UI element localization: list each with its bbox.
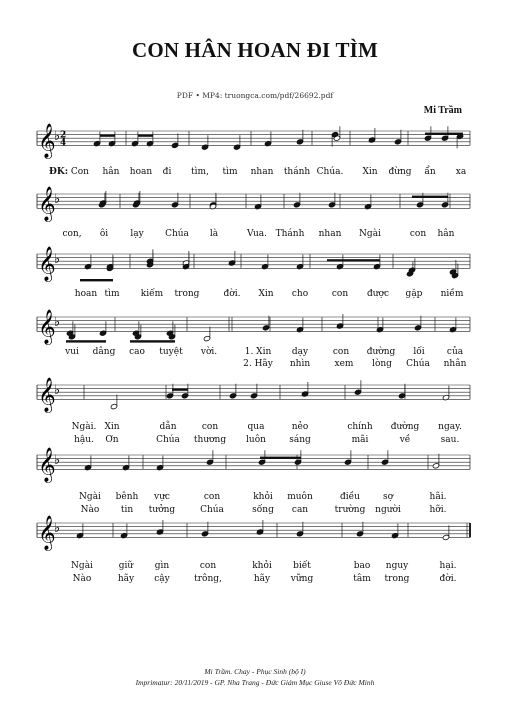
lyric-syllable: Chúa bbox=[406, 359, 430, 369]
lyric-syllable: nhan bbox=[250, 167, 274, 177]
time-signature-top: 2 bbox=[60, 130, 67, 141]
flat-sign-icon: ♭ bbox=[54, 453, 61, 469]
lyric-syllable: hãy bbox=[117, 574, 135, 584]
lyric-syllable: mãi bbox=[351, 435, 369, 445]
lyric-syllable: xa bbox=[455, 167, 467, 177]
lyric-syllable: hân bbox=[437, 229, 455, 239]
flat-sign-icon: ♭ bbox=[54, 252, 61, 268]
lyric-syllable: luôn bbox=[246, 435, 266, 445]
lyric-syllable: của bbox=[446, 347, 464, 357]
lyric-syllable: biết bbox=[293, 561, 311, 571]
treble-clef-icon: 𝄞 bbox=[38, 186, 56, 222]
lyric-syllable: muôn bbox=[287, 492, 313, 502]
lyric-syllable: vực bbox=[154, 492, 170, 502]
lyric-syllable: tuyệt bbox=[159, 347, 183, 357]
lyric-syllable: can bbox=[291, 505, 309, 515]
lyric-syllable: Ngài. bbox=[71, 422, 97, 432]
note-beam bbox=[138, 134, 153, 136]
lyric-syllable: nhan bbox=[318, 229, 342, 239]
treble-clef-icon: 𝄞 bbox=[38, 377, 56, 413]
lyric-syllable: nhân bbox=[443, 359, 467, 369]
treble-clef-icon: 𝄞 bbox=[38, 309, 56, 345]
lyric-syllable: Ơn bbox=[105, 435, 119, 445]
lyric-syllable: hại. bbox=[439, 561, 457, 571]
note-beam bbox=[425, 133, 463, 135]
lyric-syllable: trường bbox=[334, 505, 366, 515]
treble-clef-icon: 𝄞 bbox=[38, 246, 56, 282]
lyric-syllable: gặp bbox=[405, 289, 423, 299]
lyric-syllable: về bbox=[399, 435, 411, 445]
lyric-syllable: Chúa bbox=[156, 435, 180, 445]
lyric-syllable: điều bbox=[340, 492, 360, 502]
lyric-syllable: dạy bbox=[291, 347, 309, 357]
lyric-syllable: con bbox=[409, 229, 427, 239]
lyric-syllable: lòng bbox=[372, 359, 392, 369]
lyric-syllable: con bbox=[199, 561, 217, 571]
lyric-syllable: lạy bbox=[130, 229, 144, 239]
lyric-syllable: hãi. bbox=[429, 492, 447, 502]
lyric-syllable: thánh bbox=[283, 167, 311, 177]
lyric-syllable: hoan bbox=[129, 167, 153, 177]
time-signature-bottom: 4 bbox=[60, 138, 67, 149]
note-beam bbox=[412, 196, 448, 198]
lyric-syllable: Nào bbox=[72, 574, 92, 584]
lyric-syllable: đường bbox=[366, 347, 396, 357]
lyric-syllable: cho bbox=[291, 289, 309, 299]
lyric-syllable: hỡi. bbox=[429, 505, 447, 515]
flat-sign-icon: ♭ bbox=[54, 192, 61, 208]
flat-sign-icon: ♭ bbox=[54, 521, 61, 537]
lyric-syllable: tìm, bbox=[191, 167, 209, 177]
note-beam bbox=[80, 279, 113, 281]
lyric-syllable: hân bbox=[102, 167, 120, 177]
lyric-syllable: đừng bbox=[388, 167, 412, 177]
footer-credit: Mi Trầm. Chay - Phục Sinh (bộ I) bbox=[204, 667, 306, 676]
lyric-syllable: Chúa bbox=[165, 229, 189, 239]
lyric-syllable: sáng bbox=[289, 435, 311, 445]
lyric-syllable: nhìn bbox=[289, 359, 311, 369]
lyric-syllable: 2. Hãy bbox=[243, 359, 273, 369]
lyric-syllable: ẩn bbox=[424, 167, 436, 177]
lyric-syllable: vời. bbox=[200, 347, 218, 357]
lyric-syllable: trong bbox=[384, 574, 410, 584]
lyric-syllable: đi bbox=[162, 167, 172, 177]
note-beam bbox=[327, 259, 380, 261]
lyric-syllable: Ngài bbox=[71, 561, 93, 571]
note-beam bbox=[66, 340, 106, 342]
lyric-syllable: ôi bbox=[99, 229, 109, 239]
lyric-syllable: tìm bbox=[104, 289, 120, 299]
lyric-syllable: Chúa bbox=[200, 505, 224, 515]
lyric-syllable: bênh bbox=[115, 492, 139, 502]
lyric-syllable: gìn bbox=[154, 561, 170, 571]
note-beam bbox=[260, 457, 301, 459]
lyric-syllable: lối bbox=[413, 347, 425, 357]
lyric-syllable: niềm bbox=[440, 289, 464, 299]
lyric-syllable: con bbox=[331, 289, 349, 299]
lyric-syllable: ĐK: Con bbox=[49, 167, 89, 177]
lyric-syllable: dâng bbox=[92, 347, 116, 357]
lyric-syllable: 1. Xin bbox=[244, 347, 272, 357]
song-title: CON HÂN HOAN ĐI TÌM bbox=[131, 38, 379, 62]
lyric-syllable: nguy bbox=[385, 561, 409, 571]
lyric-syllable: vững bbox=[290, 574, 314, 584]
lyric-syllable: khỏi bbox=[253, 492, 273, 502]
lyric-syllable: người bbox=[375, 505, 401, 515]
lyric-syllable: hậu. bbox=[74, 435, 94, 445]
lyric-syllable: Xin bbox=[104, 422, 120, 432]
lyric-syllable: xem bbox=[334, 359, 354, 369]
treble-clef-icon: 𝄞 bbox=[38, 447, 56, 483]
lyric-syllable: Thánh bbox=[275, 229, 305, 239]
lyric-syllable: con bbox=[203, 492, 221, 502]
lyric-syllable: trông, bbox=[194, 574, 222, 584]
lyric-syllable: dẫn bbox=[159, 422, 177, 432]
lyric-syllable: Vua. bbox=[247, 229, 267, 239]
lyric-syllable: cao bbox=[129, 347, 145, 357]
lyric-syllable: đời. bbox=[223, 289, 241, 299]
lyric-syllable: đường bbox=[390, 422, 420, 432]
lyric-syllable: qua bbox=[247, 422, 265, 432]
lyric-syllable: là bbox=[209, 229, 219, 239]
lyric-syllable: tin bbox=[120, 505, 134, 515]
lyric-syllable: được bbox=[366, 289, 390, 299]
lyric-syllable: bao bbox=[353, 561, 371, 571]
note-beam bbox=[172, 388, 188, 390]
lyric-syllable: trong bbox=[174, 289, 200, 299]
lyric-syllable: giữ bbox=[118, 561, 134, 571]
lyric-syllable: con bbox=[332, 347, 350, 357]
note-beam bbox=[100, 134, 115, 136]
treble-clef-icon: 𝄞 bbox=[38, 123, 56, 159]
lyric-syllable: nẻo bbox=[291, 422, 309, 432]
lyric-syllable: Xin bbox=[362, 167, 378, 177]
lyric-syllable: kiếm bbox=[140, 289, 164, 299]
lyric-syllable: cậy bbox=[154, 574, 170, 584]
lyric-syllable: ngay. bbox=[438, 422, 462, 432]
lyric-syllable: tưởng bbox=[148, 505, 176, 515]
composer-name: Mi Trầm bbox=[423, 105, 462, 116]
lyric-syllable: Ngài bbox=[359, 229, 381, 239]
flat-sign-icon: ♭ bbox=[54, 129, 61, 145]
lyric-syllable: đời. bbox=[439, 574, 457, 584]
lyric-syllable: tâm bbox=[353, 574, 371, 584]
lyric-syllable: thương bbox=[193, 435, 227, 445]
lyric-syllable: Ngài bbox=[79, 492, 101, 502]
lyric-syllable: sợ bbox=[382, 492, 394, 502]
note-beam bbox=[130, 340, 175, 342]
lyric-syllable: Nào bbox=[80, 505, 100, 515]
lyric-syllable: hãy bbox=[253, 574, 271, 584]
flat-sign-icon: ♭ bbox=[54, 383, 61, 399]
treble-clef-icon: 𝄞 bbox=[38, 515, 56, 551]
flat-sign-icon: ♭ bbox=[54, 315, 61, 331]
lyric-syllable: hoan bbox=[74, 289, 98, 299]
lyric-syllable: con bbox=[201, 422, 219, 432]
lyric-syllable: sống bbox=[252, 505, 274, 515]
lyric-syllable: vui bbox=[65, 347, 79, 357]
lyric-syllable: khỏi bbox=[252, 561, 272, 571]
lyric-syllable: tìm bbox=[222, 167, 238, 177]
lyric-syllable: chính bbox=[347, 422, 373, 432]
lyric-syllable: con, bbox=[62, 229, 82, 239]
footer-imprimatur: Imprimatur: 20/11/2019 - GP. Nha Trang - Đức Giám Mục Giuse Võ Đức Minh bbox=[135, 678, 375, 687]
lyric-syllable: sau. bbox=[440, 435, 460, 445]
source-link[interactable]: PDF • MP4: truongca.com/pdf/26692.pdf bbox=[176, 91, 334, 100]
lyric-syllable: Xin bbox=[258, 289, 274, 299]
lyric-syllable: Chúa. bbox=[316, 167, 344, 177]
